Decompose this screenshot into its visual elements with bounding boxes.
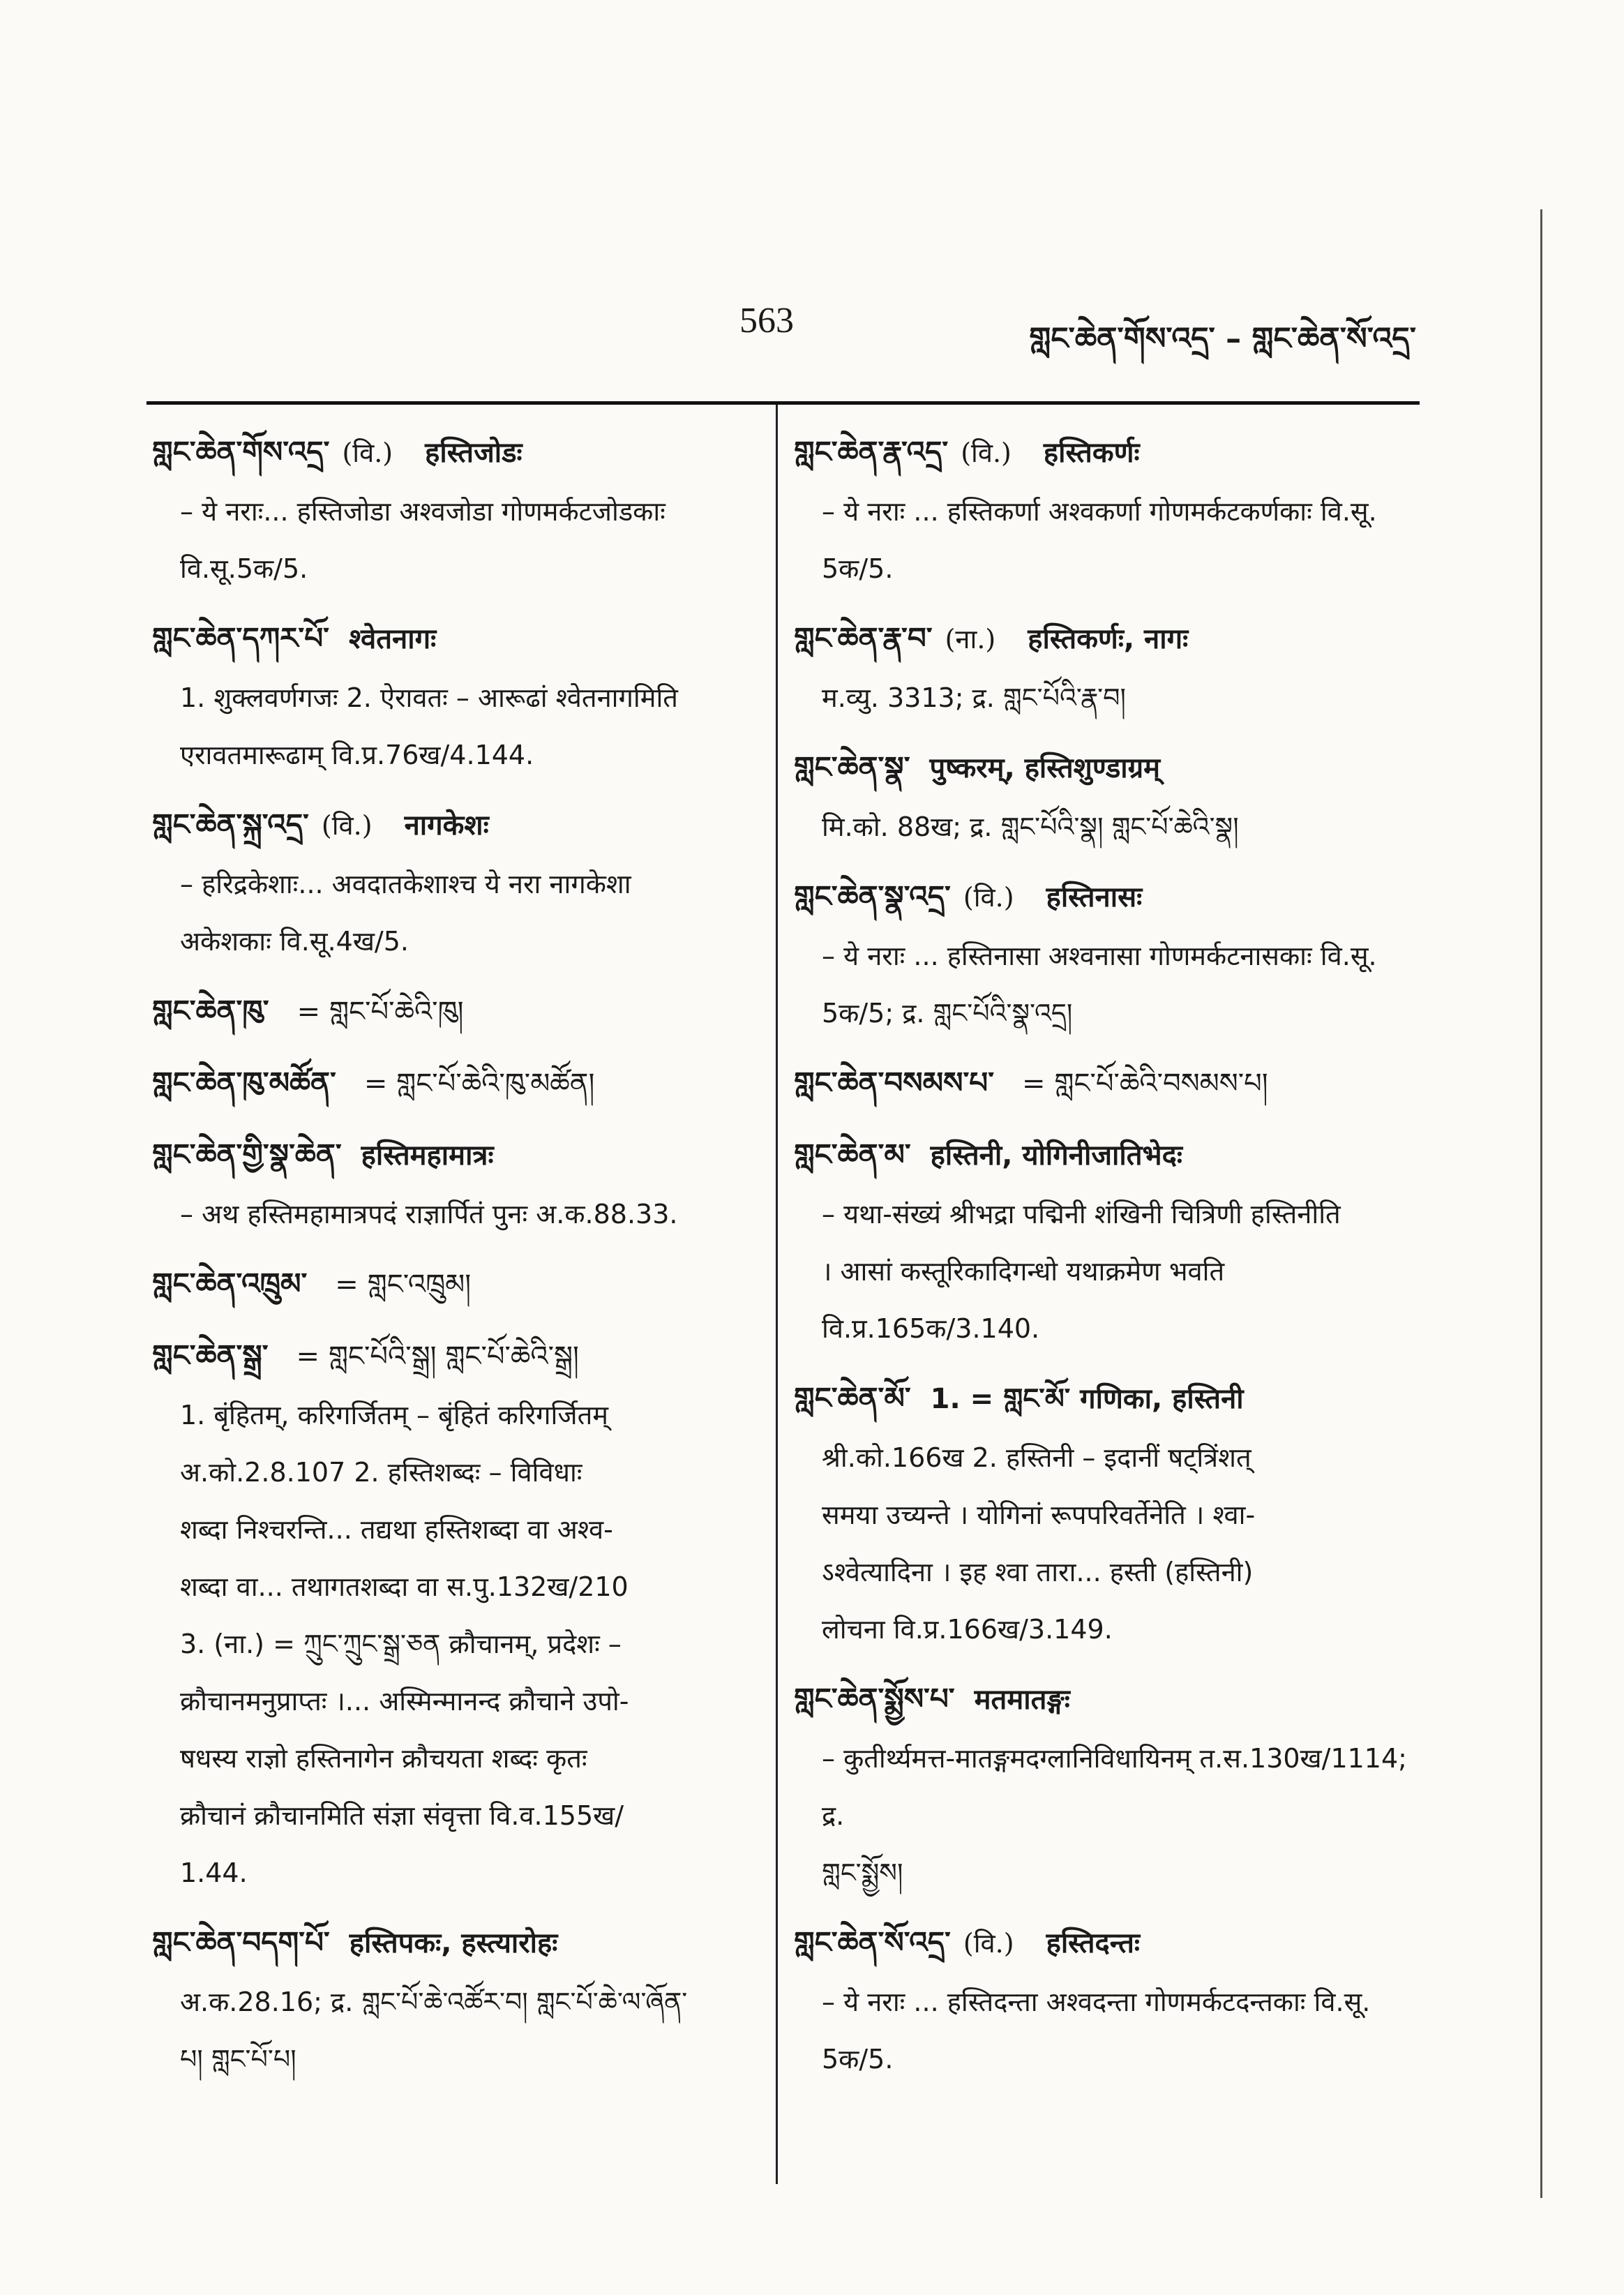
entry-head-line — [152, 422, 745, 483]
entry-head-line — [794, 738, 1408, 798]
entry-body-line: 1. शुक्लवर्णगजः 2. ऐरावतः – आरूढां श्वेतनागमिति — [180, 682, 678, 713]
entry-body-line: – कुतीर्थ्यमत्त-मातङ्गमदग्लानिविधायिनम् त.स.130ख/1114; द्र. — [822, 1743, 1407, 1831]
entry-body-line: शब्दा निश्चरन्ति... तद्यथा हस्तिशब्दा वा अश्व- — [180, 1514, 613, 1545]
entry-headword: གླང་ཆེན་སྨྱོས་པ་ — [794, 1682, 955, 1716]
entry-definition: हस्तिजोडः — [425, 437, 522, 469]
dictionary-entry — [152, 1125, 745, 1243]
entry-head-line — [794, 1053, 1408, 1114]
entry-definition: पुष्करम्, हस्तिशुण्डाग्रम् — [929, 752, 1161, 784]
entry-pos: (वि.) — [963, 1928, 1014, 1959]
dictionary-entry — [152, 1326, 745, 1901]
entry-body-line: क्रौचानमनुप्राप्तः ।... अस्मिन्मानन्द क्रौचाने उपो- — [180, 1686, 629, 1717]
right-column — [794, 422, 1408, 2099]
entry-body-line: । आसां कस्तूरिकादिगन्धो यथाक्रमेण भवति — [822, 1256, 1225, 1287]
dictionary-entry — [794, 422, 1408, 597]
entry-head-line — [152, 1254, 745, 1315]
page-number: 563 — [739, 301, 794, 341]
entry-headword: གླང་ཆེན་མ་ — [794, 1137, 911, 1172]
entry-body-line: – ये नराः ... हस्तिनासा अश्वनासा गोणमर्कटनासकाः वि.सू. — [822, 941, 1377, 971]
entry-headword: གླང་ཆེན་གྱི་སྣ་ཆེན་ — [152, 1137, 342, 1172]
entry-body-line: – अथ हस्तिमहामात्रपदं राज्ञार्पितं पुनः अ.क.88.33. — [180, 1199, 678, 1229]
entry-head-line — [794, 867, 1408, 927]
entry-body-line: – हरिद्रकेशाः... अवदातकेशाश्च ये नरा नागकेशा — [180, 869, 631, 899]
entry-headword: གླང་ཆེན་ཁུ་ — [152, 994, 269, 1028]
dictionary-entry — [152, 981, 745, 1042]
entry-pos: (वि.) — [961, 438, 1012, 468]
entry-body-line: – ये नराः ... हस्तिकर्णा अश्वकर्णा गोणमर्कटकर्णकाः वि.सू. — [822, 496, 1377, 527]
entry-head-line — [152, 1326, 745, 1386]
entry-headword: གླང་ཆེན་དཀར་པོ་ — [152, 621, 329, 655]
entry-equivalent: = གླང་འཁྲུམ། — [335, 1269, 472, 1301]
dictionary-entry — [794, 738, 1408, 855]
entry-headword: གླང་ཆེན་སྣ་ — [794, 750, 910, 784]
dictionary-entry — [152, 608, 745, 784]
entry-headword: གླང་ཆེན་སྐྲ་འདྲ་ — [152, 807, 309, 842]
entry-head-line — [794, 608, 1408, 669]
entry-definition: नागकेशः — [404, 809, 489, 842]
entry-body-line: अ.क.28.16; द्र. གླང་པོ་ཆེ་འཚོར་བ། གླང་པོ་ཆེ་ལ་ཞོན་ — [180, 1987, 688, 2017]
entry-equivalent: = གླང་པོའི་སྒྲ། གླང་པོ་ཆེའི་སྒྲ། — [296, 1340, 579, 1373]
entry-definition: हस्तिनी, योगिनीजातिभेदः — [930, 1139, 1182, 1172]
dictionary-entry — [794, 867, 1408, 1042]
entry-body-line: म.व्यु. 3313; द्र. གླང་པོའི་རྣ་བ། — [822, 682, 1126, 713]
entry-definition: हस्तिनासः — [1046, 881, 1143, 913]
entry-head-line — [152, 1125, 745, 1186]
entry-body-line: अकेशकाः वि.सू.4ख/5. — [180, 926, 409, 957]
entry-definition: हस्तिदन्तः — [1046, 1927, 1140, 1959]
entry-body-line: – यथा-संख्यं श्रीभद्रा पद्मिनी शंखिनी चित्रिणी हस्तिनीति — [822, 1199, 1341, 1229]
entry-definition: 1. = གླང་མོ་ गणिका, हस्तिनी — [930, 1383, 1244, 1415]
dictionary-entry — [152, 1254, 745, 1315]
entry-headword: གླང་ཆེན་མོ་ — [794, 1381, 911, 1415]
dictionary-entry — [794, 1669, 1408, 1901]
entry-headword: གླང་ཆེན་འཁྲུམ་ — [152, 1266, 308, 1301]
entry-pos: (वि.) — [342, 438, 393, 468]
entry-body-line: – ये नराः ... हस्तिदन्ता अश्वदन्ता गोणमर्कटदन्तकाः वि.सू. — [822, 1987, 1371, 2017]
entry-equivalent: = གླང་པོ་ཆེའི་ཁུ་མཚོན། — [363, 1068, 595, 1100]
entry-headword: གླང་ཆེན་སོ་འདྲ་ — [794, 1925, 951, 1959]
dictionary-entry — [794, 1913, 1408, 2088]
entry-head-line — [794, 1913, 1408, 1973]
entry-head-line — [152, 981, 745, 1042]
entry-headword: གླང་ཆེན་བསམས་པ་ — [794, 1066, 995, 1100]
entry-body-line: लोचना वि.प्र.166ख/3.149. — [822, 1614, 1113, 1645]
dictionary-entry — [152, 422, 745, 597]
entry-definition: श्वेतनागः — [348, 623, 437, 655]
entry-headword: གླང་ཆེན་རྣ་འདྲ་ — [794, 435, 949, 469]
entry-body-line: པ། གླང་པོ་པ། — [180, 2044, 296, 2075]
page-header — [739, 300, 1416, 356]
entry-head-line — [794, 1125, 1408, 1186]
entry-definition: हस्तिपकः, हस्त्यारोहः — [349, 1927, 558, 1959]
dictionary-entry — [794, 608, 1408, 726]
entry-body-line: वि.सू.5क/5. — [180, 553, 308, 584]
entry-headword: གླང་ཆེན་བདག་པོ་ — [152, 1925, 330, 1959]
entry-definition: हस्तिकर्णः — [1043, 437, 1140, 469]
entry-head-line — [152, 795, 745, 855]
entry-body-line: शब्दा वा... तथागतशब्दा वा स.पु.132ख/210 — [180, 1571, 629, 1602]
entry-pos: (वि.) — [963, 882, 1014, 913]
entry-pos: (ना.) — [945, 624, 996, 655]
entry-body-line: क्रौचानं क्रौचानमिति संज्ञा संवृत्ता वि.व.155ख/ — [180, 1800, 624, 1831]
dictionary-entry — [152, 1913, 745, 2088]
entry-head-line — [152, 1053, 745, 1114]
dictionary-entry — [794, 1053, 1408, 1114]
entry-headword: གླང་ཆེན་རྣ་བ་ — [794, 621, 933, 655]
entry-body-line: – ये नराः... हस्तिजोडा अश्वजोडा गोणमर्कटजोडकाः — [180, 496, 666, 527]
entry-body-line: एरावतमारूढाम् वि.प्र.76ख/4.144. — [180, 740, 534, 770]
entry-equivalent: = གླང་པོ་ཆེའི་བསམས་པ། — [1022, 1068, 1268, 1100]
entry-body-line: षधस्य राज्ञो हस्तिनागेन क्रौचयता शब्दः कृतः — [180, 1743, 587, 1774]
column-divider — [776, 405, 778, 2184]
entry-head-line — [794, 422, 1408, 483]
dictionary-entry — [794, 1368, 1408, 1658]
entry-head-line — [794, 1368, 1408, 1429]
entry-headword: གླང་ཆེན་སྣ་འདྲ་ — [794, 879, 951, 913]
entry-body-line: གླང་སྨྱོས། — [822, 1857, 903, 1888]
entry-head-line — [794, 1669, 1408, 1730]
entry-definition: हस्तिमहामात्रः — [361, 1139, 494, 1172]
entry-body-line: वि.प्र.165क/3.140. — [822, 1313, 1040, 1344]
entry-headword: གླང་ཆེན་སྒྲ་ — [152, 1338, 269, 1373]
entry-body-line: 5क/5; द्र. གླང་པོའི་སྣ་འདྲ། — [822, 998, 1073, 1029]
entry-equivalent: = གླང་པོ་ཆེའི་ཁུ། — [296, 996, 464, 1028]
entry-body-line: 5क/5. — [822, 553, 894, 584]
entry-body-line: अ.को.2.8.107 2. हस्तिशब्दः – विविधाः — [180, 1457, 582, 1488]
entry-headword: གླང་ཆེན་ཁུ་མཚོན་ — [152, 1066, 336, 1100]
dictionary-entry — [794, 1125, 1408, 1357]
entry-body-line: 1. बृंहितम्, करिगर्जितम् – बृंहितं करिगर्जितम् — [180, 1400, 608, 1430]
entry-head-line — [152, 608, 745, 669]
entry-body-line: 3. (ना.) = ཀྲུང་ཀྲུང་སྒྲ་ཅན क्रौचानम्, प्रदेशः – — [180, 1629, 622, 1659]
entry-body-line: मि.को. 88ख; द्र. གླང་པོའི་སྣ། གླང་པོ་ཆེའི་སྣ། — [822, 812, 1239, 842]
entry-body-line: श्री.को.166ख 2. हस्तिनी – इदानीं षट्त्रिंशत् — [822, 1442, 1251, 1473]
entry-definition: हस्तिकर्णः, नागः — [1028, 623, 1189, 655]
header-rule — [146, 401, 1420, 405]
entry-head-line — [152, 1913, 745, 1973]
page-edge-line — [1540, 209, 1542, 2198]
left-column — [152, 422, 745, 2099]
entry-body-line: ऽश्वेत्यादिना । इह श्वा तारा... हस्ती (हस्तिनी) — [822, 1557, 1254, 1587]
entry-body-line: समया उच्यन्ते । योगिनां रूपपरिवर्तेनेति । श्वा- — [822, 1500, 1256, 1530]
entry-definition: मतमातङ्गः — [974, 1684, 1070, 1716]
entry-headword: གླང་ཆེན་གོས་འདྲ་ — [152, 435, 330, 469]
entry-body-line: 5क/5. — [822, 2044, 894, 2075]
entry-body-line: 1.44. — [180, 1857, 248, 1888]
dictionary-entry — [152, 1053, 745, 1114]
entry-pos: (वि.) — [321, 810, 373, 841]
running-head: གླང་ཆེན་གོས་འདྲ་ – གླང་ཆེན་སོ་འདྲ་ — [1029, 321, 1416, 357]
dictionary-entry — [152, 795, 745, 970]
